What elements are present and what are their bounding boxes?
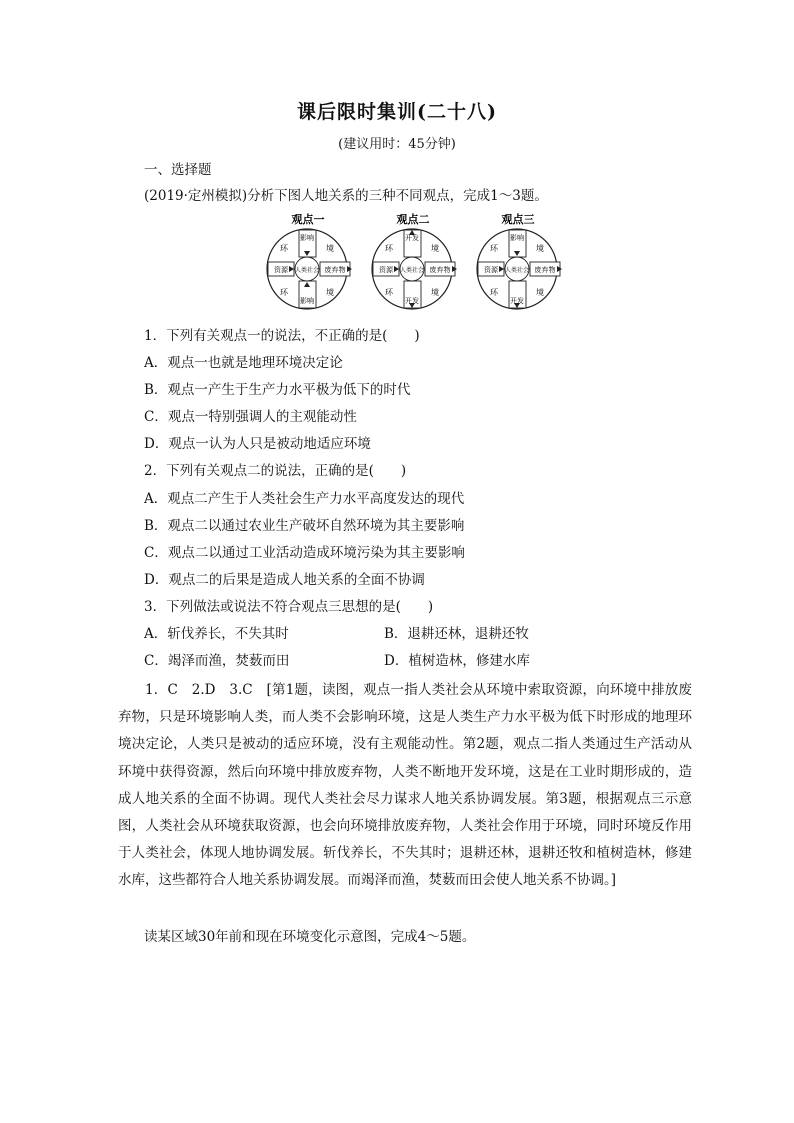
question-3-option-c: C．竭泽而渔，焚薮而田	[144, 653, 290, 669]
svg-text:废弃物: 废弃物	[534, 266, 556, 274]
svg-text:开发: 开发	[405, 297, 419, 305]
question-1-option-b: B．观点一产生于生产力水平极为低下的时代	[144, 382, 411, 398]
svg-text:资源: 资源	[484, 266, 498, 274]
question-1-stem: 1．下列有关观点一的说法，不正确的是( )	[144, 328, 420, 344]
answer-text: 1．C 2.D 3.C [第1题，读图，观点一指人类社会从环境中索取资源，向环境中排放废弃物，只是环境影响人类，而人类不会影响环境，这是人类生产力水平极为低下时形成的地理环境决定论，人类只是被动的适应环境，没有主观能动性。第2题，观点二指人类通过生产活动从环境中获得资源，然后向环境中排放废弃物，人类不断地开发环境，这是在工业时期形成的，造成人地关系的全面不协调。现代人类社会尽力谋求人地关系协调发展。第3题，根据观点三示意图，人类社会从环境获取资源，也会向环境排放废弃物，人类社会作用于环境，同时环境反作用于人类社会，体现人地协调发展。斩伐养长，不失其时；退耕还林，退耕还牧和植树造林，修建水库，这些都符合人地关系协调发展。而竭泽而渔，焚薮而田会使人地关系不协调。]	[118, 682, 692, 889]
svg-text:环: 环	[490, 244, 498, 253]
section-heading: 一、选择题	[144, 162, 212, 178]
svg-text:境: 境	[431, 288, 439, 297]
question-intro: (2019·定州模拟)分析下图人地关系的三种不同观点，完成1～3题。	[144, 188, 548, 204]
svg-text:环: 环	[490, 288, 498, 297]
question-2-option-a: A．观点二产生于人类社会生产力水平高度发达的现代	[144, 491, 465, 507]
question-3-option-d: D．植树造林，修建水库	[384, 653, 530, 669]
svg-text:影响: 影响	[300, 297, 314, 305]
svg-text:境: 境	[431, 244, 439, 253]
svg-text:开发: 开发	[510, 297, 524, 305]
svg-text:境: 境	[536, 288, 544, 297]
svg-text:废弃物: 废弃物	[429, 266, 451, 274]
svg-text:影响: 影响	[300, 234, 314, 242]
svg-text:人类社会: 人类社会	[294, 267, 320, 274]
time-suggestion: (建议用时：45分钟)	[338, 137, 456, 152]
question-3-option-b: B．退耕还林，退耕还牧	[384, 626, 529, 642]
question-2-option-c: C．观点二以通过工业活动造成环境污染为其主要影响	[144, 545, 465, 561]
question-2-stem: 2．下列有关观点二的说法，正确的是( )	[144, 463, 407, 479]
svg-text:境: 境	[326, 288, 334, 297]
svg-text:开发: 开发	[405, 234, 419, 242]
svg-text:环: 环	[385, 288, 393, 297]
question-1-option-d: D．观点一认为人只是被动地适应环境	[144, 436, 371, 452]
question-1-option-c: C．观点一特别强调人的主观能动性	[144, 409, 357, 425]
view-label: 观点三	[501, 213, 535, 226]
question-3-stem: 3．下列做法或说法不符合观点三思想的是( )	[144, 599, 434, 615]
svg-text:境: 境	[536, 244, 544, 253]
svg-text:环: 环	[385, 244, 393, 253]
answer-explanation	[118, 677, 692, 895]
view-diagram-2	[368, 211, 458, 319]
svg-text:人类社会: 人类社会	[504, 267, 530, 274]
svg-text:人类社会: 人类社会	[399, 267, 425, 274]
question-3-option-a: A．斩伐养长，不失其时	[144, 626, 289, 642]
view-label: 观点二	[396, 213, 430, 226]
view-label: 观点一	[291, 213, 325, 226]
svg-text:境: 境	[326, 244, 334, 253]
view-diagram-3	[473, 211, 563, 319]
question-2-option-b: B．观点二以通过农业生产破坏自然环境为其主要影响	[144, 518, 465, 534]
next-question-intro: 读某区域30年前和现在环境变化示意图，完成4～5题。	[144, 929, 476, 945]
svg-text:废弃物: 废弃物	[324, 266, 346, 274]
question-2-option-d: D．观点二的后果是造成人地关系的全面不协调	[144, 572, 425, 588]
svg-text:资源: 资源	[379, 266, 393, 274]
svg-text:环: 环	[280, 288, 288, 297]
question-1-option-a: A．观点一也就是地理环境决定论	[144, 355, 343, 371]
page-title: 课后限时集训(二十八)	[297, 101, 497, 123]
svg-text:资源: 资源	[274, 266, 288, 274]
view-diagram-1	[263, 211, 353, 319]
svg-text:环: 环	[280, 244, 288, 253]
svg-text:影响: 影响	[510, 234, 524, 242]
